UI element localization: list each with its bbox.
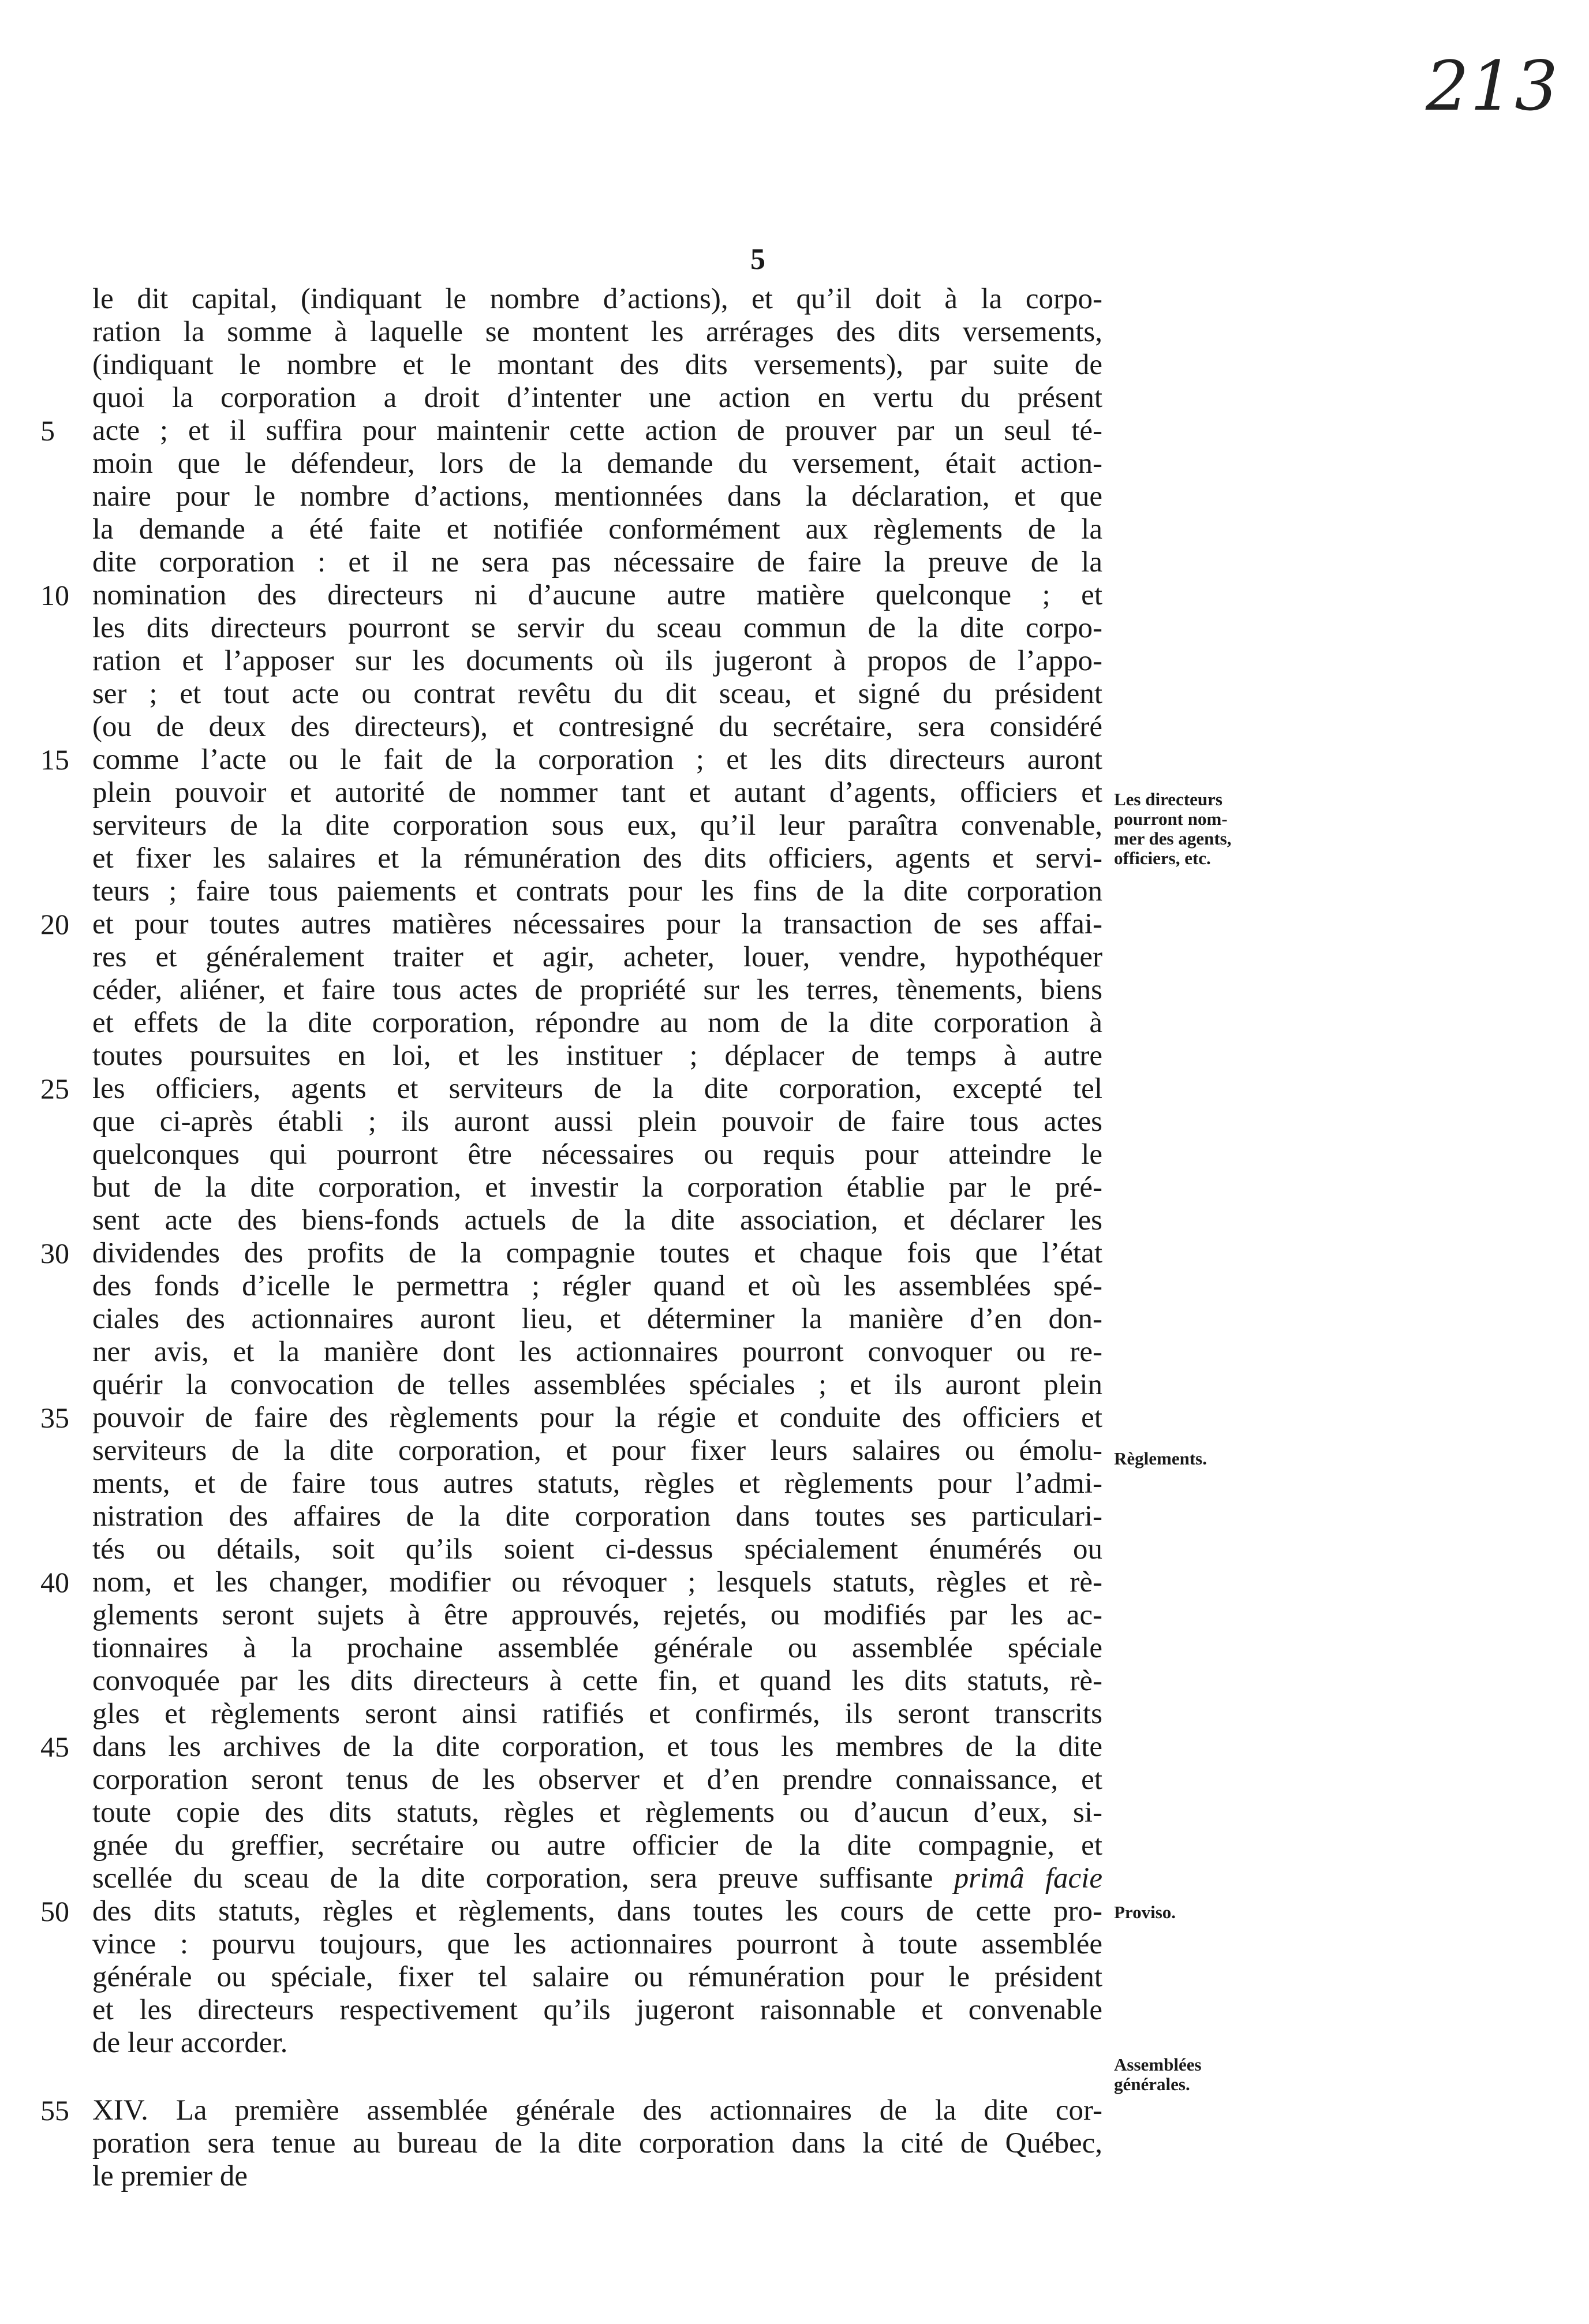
text-line: XIV. La première assemblée générale des actionnaires de la dite cor-	[92, 2094, 1102, 2127]
text-line: dans les archives de la dite corporation, et tous les membres de la dite	[92, 1731, 1102, 1763]
line-number: 40	[40, 1566, 69, 1598]
text-line: poration sera tenue au bureau de la dite corporation dans la cité de Québec,	[92, 2127, 1102, 2159]
line-number: 30	[40, 1237, 69, 1269]
text-line: (indiquant le nombre et le montant des dits versements), par suite de	[92, 349, 1102, 381]
text-line: et pour toutes autres matières nécessaires pour la transaction de ses affai-	[92, 908, 1102, 940]
line-number: 45	[40, 1731, 69, 1763]
line-number: 55	[40, 2094, 69, 2127]
margin-note-proviso: Proviso.	[1114, 1902, 1176, 1922]
text-line: convoquée par les dits directeurs à cette fin, et quand les dits statuts, rè-	[92, 1665, 1102, 1697]
line-number: 15	[40, 743, 69, 776]
line-number: 35	[40, 1402, 69, 1434]
text-line: ciales des actionnaires auront lieu, et déterminer la manière d’en don-	[92, 1303, 1102, 1335]
text-line: céder, aliéner, et faire tous actes de propriété sur les terres, tènements, biens	[92, 974, 1102, 1006]
text-line: la demande a été faite et notifiée conformément aux règlements de la	[92, 513, 1102, 545]
margin-note-assemblees: Assemblées générales.	[1114, 2054, 1202, 2094]
margin-note-directeurs: Les directeurs pourront nom- mer des agents, officiers, etc.	[1114, 789, 1232, 868]
text-line: nomination des directeurs ni d’aucune autre matière quelconque ; et	[92, 579, 1102, 611]
page-number: 5	[750, 243, 765, 276]
text-line: scellée du sceau de la dite corporation, sera preuve suffisante primâ facie	[92, 1862, 1102, 1895]
text-line: quelconques qui pourront être nécessaires ou requis pour atteindre le	[92, 1138, 1102, 1171]
folio-number: 213	[1426, 46, 1560, 126]
text-line: res et généralement traiter et agir, acheter, louer, vendre, hypothéquer	[92, 941, 1102, 973]
text-line: dividendes des profits de la compagnie toutes et chaque fois que l’état	[92, 1237, 1102, 1269]
text-line: gles et règlements seront ainsi ratifiés et confirmés, ils seront transcrits	[92, 1698, 1102, 1730]
text-line: générale ou spéciale, fixer tel salaire ou rémunération pour le président	[92, 1961, 1102, 1993]
text-line: teurs ; faire tous paiements et contrats pour les fins de la dite corporation	[92, 875, 1102, 907]
text-line: pouvoir de faire des règlements pour la régie et conduite des officiers et	[92, 1402, 1102, 1434]
text-line: ments, et de faire tous autres statuts, règles et règlements pour l’admi-	[92, 1467, 1102, 1500]
text-line: et effets de la dite corporation, répondre au nom de la dite corporation à	[92, 1007, 1102, 1039]
text-line: ner avis, et la manière dont les actionnaires pourront convoquer ou re-	[92, 1336, 1102, 1368]
text-line: quérir la convocation de telles assemblées spéciales ; et ils auront plein	[92, 1369, 1102, 1401]
text-line: moin que le défendeur, lors de la demande du versement, était action-	[92, 447, 1102, 480]
text-line: ration la somme à laquelle se montent les arrérages des dits versements,	[92, 316, 1102, 348]
text-line: et les directeurs respectivement qu’ils jugeront raisonnable et convenable	[92, 1994, 1102, 2026]
text-line: de leur accorder.	[92, 2027, 288, 2059]
text-line: nom, et les changer, modifier ou révoquer ; lesquels statuts, règles et rè-	[92, 1566, 1102, 1598]
text-line: les dits directeurs pourront se servir du sceau commun de la dite corpo-	[92, 612, 1102, 644]
italic-phrase: primâ facie	[933, 1862, 1102, 1895]
text-line: les officiers, agents et serviteurs de la dite corporation, excepté tel	[92, 1073, 1102, 1105]
text-line: dite corporation : et il ne sera pas nécessaire de faire la preuve de la	[92, 546, 1102, 578]
text-line: des fonds d’icelle le permettra ; régler quand et où les assemblées spé-	[92, 1270, 1102, 1302]
line-number: 5	[40, 414, 55, 447]
line-number: 50	[40, 1895, 69, 1927]
text-line: sent acte des biens-fonds actuels de la dite association, et déclarer les	[92, 1204, 1102, 1236]
text-line: le dit capital, (indiquant le nombre d’actions), et qu’il doit à la corpo-	[92, 283, 1102, 315]
text-line: quoi la corporation a droit d’intenter une action en vertu du présent	[92, 382, 1102, 414]
text-line: ser ; et tout acte ou contrat revêtu du dit sceau, et signé du président	[92, 678, 1102, 710]
text-line: acte ; et il suffira pour maintenir cette action de prouver par un seul té-	[92, 414, 1102, 447]
text-line: tionnaires à la prochaine assemblée générale ou assemblée spéciale	[92, 1632, 1102, 1664]
text-line: nistration des affaires de la dite corporation dans toutes ses particulari-	[92, 1500, 1102, 1533]
text-line: comme l’acte ou le fait de la corporation ; et les dits directeurs auront	[92, 743, 1102, 776]
text-line: naire pour le nombre d’actions, mentionnées dans la déclaration, et que	[92, 480, 1102, 513]
text-line: toute copie des dits statuts, règles et règlements ou d’aucun d’eux, si-	[92, 1796, 1102, 1829]
text-line: corporation seront tenus de les observer et d’en prendre connaissance, et	[92, 1763, 1102, 1796]
text-line: serviteurs de la dite corporation, et pour fixer leurs salaires ou émolu-	[92, 1434, 1102, 1467]
text-line: et fixer les salaires et la rémunération des dits officiers, agents et servi-	[92, 842, 1102, 875]
text-line: but de la dite corporation, et investir la corporation établie par le pré-	[92, 1171, 1102, 1204]
text-line: glements seront sujets à être approuvés, rejetés, ou modifiés par les ac-	[92, 1599, 1102, 1631]
text-line: vince : pourvu toujours, que les actionnaires pourront à toute assemblée	[92, 1928, 1102, 1960]
line-number: 20	[40, 908, 69, 940]
text-line: serviteurs de la dite corporation sous eux, qu’il leur paraîtra convenable,	[92, 809, 1102, 842]
text-line: que ci-après établi ; ils auront aussi plein pouvoir de faire tous actes	[92, 1105, 1102, 1138]
line-number: 10	[40, 579, 69, 611]
text-line: des dits statuts, règles et règlements, dans toutes les cours de cette pro-	[92, 1895, 1102, 1927]
text-line: le premier de	[92, 2160, 248, 2192]
text-line: toutes poursuites en loi, et les instituer ; déplacer de temps à autre	[92, 1040, 1102, 1072]
text-line: (ou de deux des directeurs), et contresigné du secrétaire, sera considéré	[92, 711, 1102, 743]
text-line: ration et l’apposer sur les documents où ils jugeront à propos de l’appo-	[92, 645, 1102, 677]
margin-note-reglements: Règlements.	[1114, 1448, 1207, 1469]
line-number: 25	[40, 1073, 69, 1105]
text-line: tés ou détails, soit qu’ils soient ci-dessus spécialement énumérés ou	[92, 1533, 1102, 1565]
text-line: plein pouvoir et autorité de nommer tant et autant d’agents, officiers et	[92, 776, 1102, 809]
text-line: gnée du greffier, secrétaire ou autre officier de la dite compagnie, et	[92, 1829, 1102, 1862]
